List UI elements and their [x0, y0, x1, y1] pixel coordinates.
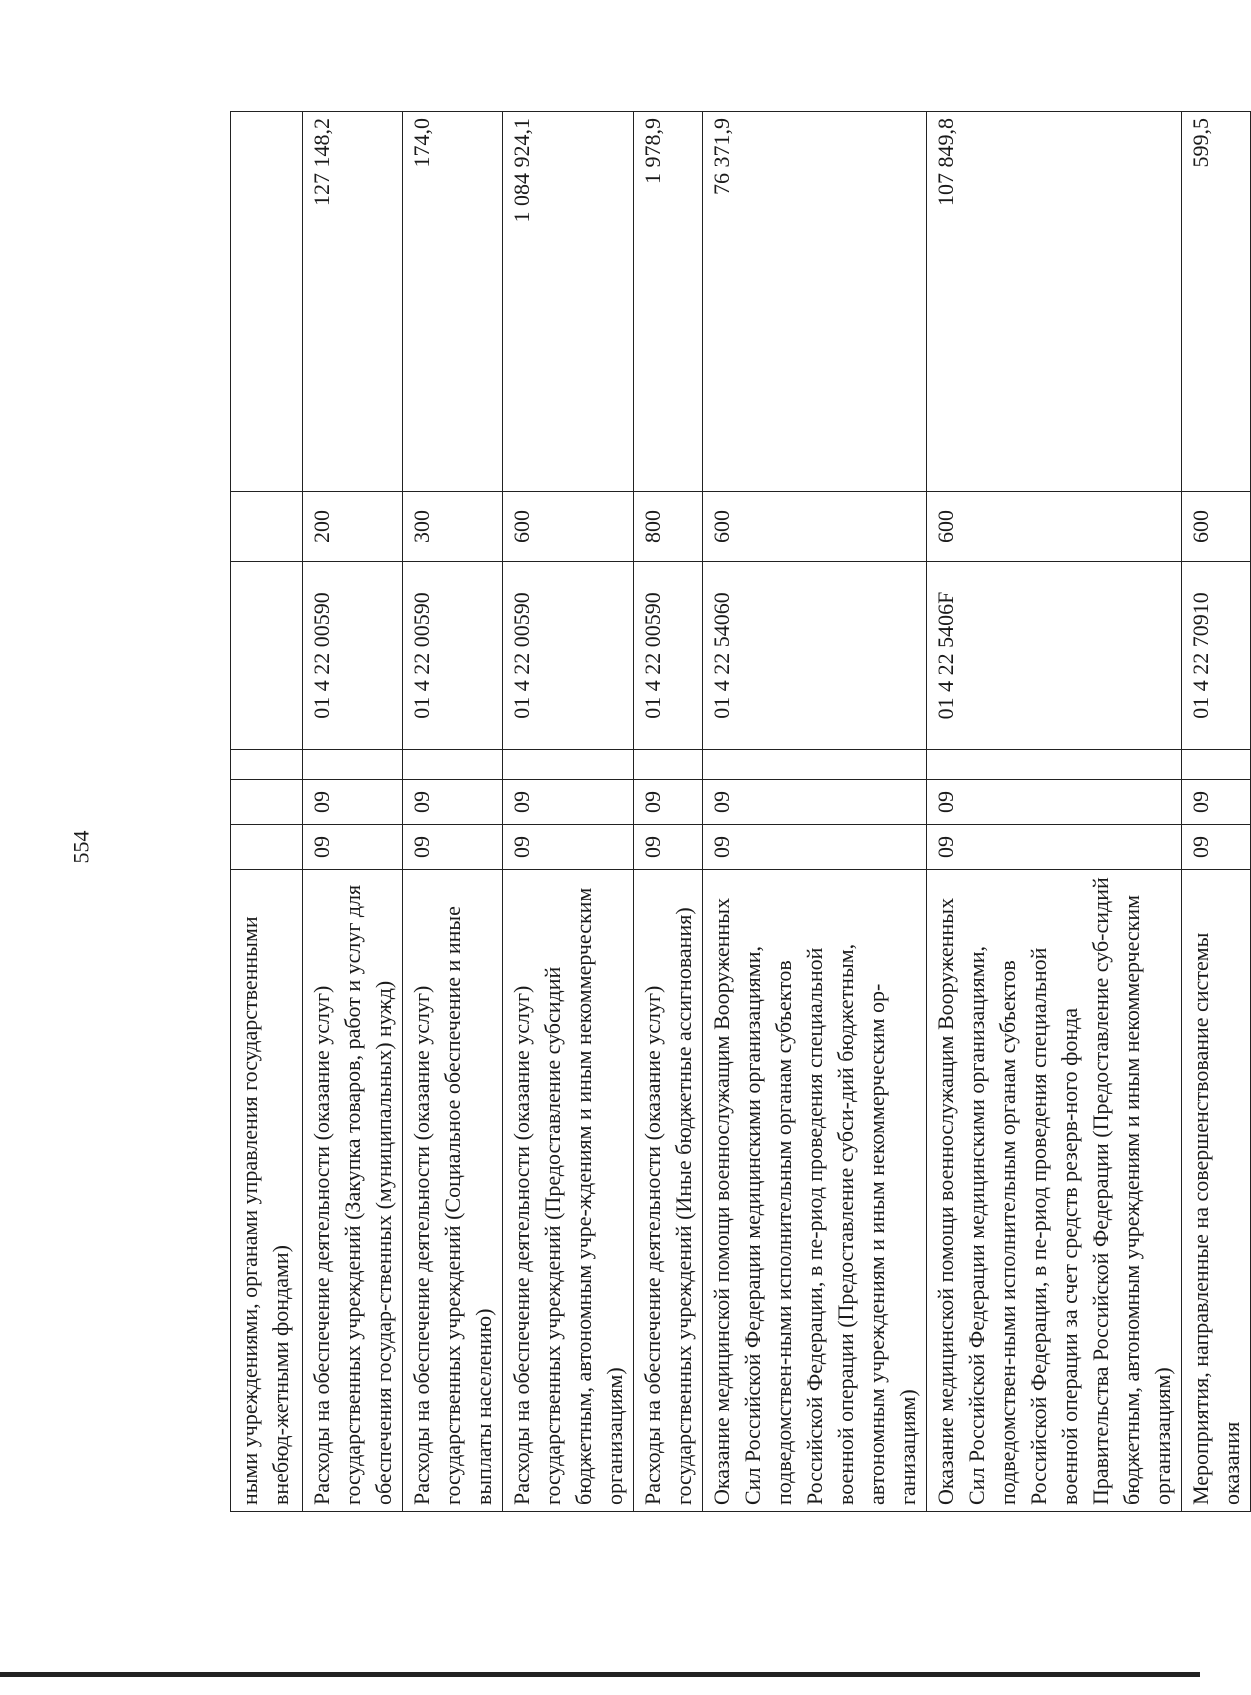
- table-row: [503, 112, 634, 1512]
- row-description: ными учреждениями, органами управления государственными внебюд-жетными фондами): [231, 870, 303, 1512]
- row-description: Расходы на обеспечение деятельности (оказание услуг) государственных учреждений (Закупка товаров, работ и услуг для обеспечения государ-ственных (муниципальных) нужд): [303, 870, 403, 1512]
- row-subsection: 09: [927, 780, 1182, 825]
- row-target-article: 01 4 22 5406F: [927, 562, 1182, 750]
- row-section: 09: [1182, 825, 1251, 870]
- row-empty-cell: [303, 750, 403, 780]
- row-target-article: 01 4 22 00590: [503, 562, 634, 750]
- row-expense-type: 600: [503, 492, 634, 562]
- table-row: [303, 112, 403, 1512]
- row-amount: 599,5: [1182, 112, 1251, 492]
- row-expense-type: [231, 492, 303, 562]
- row-description: Расходы на обеспечение деятельности (оказание услуг) государственных учреждений (Социальное обеспечение и иные выплаты населению): [403, 870, 503, 1512]
- row-empty-cell: [503, 750, 634, 780]
- row-amount: 107 849,8: [927, 112, 1182, 492]
- row-expense-type: 300: [403, 492, 503, 562]
- row-amount: [231, 112, 303, 492]
- row-description: Расходы на обеспечение деятельности (оказание услуг) государственных учреждений (Иные бюджетные ассигнования): [634, 870, 703, 1512]
- row-target-article: [231, 562, 303, 750]
- row-expense-type: 600: [927, 492, 1182, 562]
- row-target-article: 01 4 22 70910: [1182, 562, 1251, 750]
- bottom-scan-edge: [0, 1672, 1200, 1677]
- row-amount: 1 978,9: [634, 112, 703, 492]
- row-subsection: 09: [403, 780, 503, 825]
- row-expense-type: 600: [1182, 492, 1251, 562]
- table-row: [403, 112, 503, 1512]
- row-subsection: 09: [303, 780, 403, 825]
- budget-table-rotated: [230, 112, 1244, 1512]
- table-row: [703, 112, 927, 1512]
- table-row: [1182, 112, 1251, 1512]
- row-empty-cell: [403, 750, 503, 780]
- row-expense-type: 800: [634, 492, 703, 562]
- row-section: 09: [703, 825, 927, 870]
- row-empty-cell: [1182, 750, 1251, 780]
- row-description: Оказание медицинской помощи военнослужащим Вооруженных Сил Российской Федерации медицинскими организациями, подведомствен-ными исполнительным органам субъектов Российской Федерации, в пе-риод проведения специальной военной операции (Предоставление субси-дий бюджетным, автономным учреждениям и иным некоммерческим ор-ганизациям): [703, 870, 927, 1512]
- row-expense-type: 200: [303, 492, 403, 562]
- table-row: [927, 112, 1182, 1512]
- row-empty-cell: [703, 750, 927, 780]
- row-subsection: [231, 780, 303, 825]
- row-target-article: 01 4 22 54060: [703, 562, 927, 750]
- row-empty-cell: [927, 750, 1182, 780]
- row-subsection: 09: [503, 780, 634, 825]
- row-section: 09: [403, 825, 503, 870]
- row-amount: 127 148,2: [303, 112, 403, 492]
- row-subsection: 09: [1182, 780, 1251, 825]
- row-section: 09: [927, 825, 1182, 870]
- row-expense-type: 600: [703, 492, 927, 562]
- row-description: Оказание медицинской помощи военнослужащим Вооруженных Сил Российской Федерации медицинскими организациями, подведомствен-ными исполнительным органам субъектов Российской Федерации, в пе-риод проведения специальной военной операции за счет средств резерв-ного фонда Правительства Российской Федерации (Предоставление суб-сидий бюджетным, автономным учреждениям и иным некоммерческим организациям): [927, 870, 1182, 1512]
- row-subsection: 09: [634, 780, 703, 825]
- row-description: Расходы на обеспечение деятельности (оказание услуг) государственных учреждений (Предоставление субсидий бюджетным, автономным учре-ждениям и иным некоммерческим организациям): [503, 870, 634, 1512]
- row-subsection: 09: [703, 780, 927, 825]
- page-number: 554: [68, 830, 94, 864]
- row-section: 09: [503, 825, 634, 870]
- row-description: Мероприятия, направленные на совершенствование системы оказания: [1182, 870, 1251, 1512]
- row-empty-cell: [634, 750, 703, 780]
- row-amount: 76 371,9: [703, 112, 927, 492]
- row-empty-cell: [231, 750, 303, 780]
- row-amount: 1 084 924,1: [503, 112, 634, 492]
- row-section: 09: [303, 825, 403, 870]
- budget-table: [230, 111, 1251, 1512]
- row-section: 09: [634, 825, 703, 870]
- row-target-article: 01 4 22 00590: [403, 562, 503, 750]
- row-target-article: 01 4 22 00590: [303, 562, 403, 750]
- row-amount: 174,0: [403, 112, 503, 492]
- table-row: [634, 112, 703, 1512]
- row-target-article: 01 4 22 00590: [634, 562, 703, 750]
- table-row: [231, 112, 303, 1512]
- row-section: [231, 825, 303, 870]
